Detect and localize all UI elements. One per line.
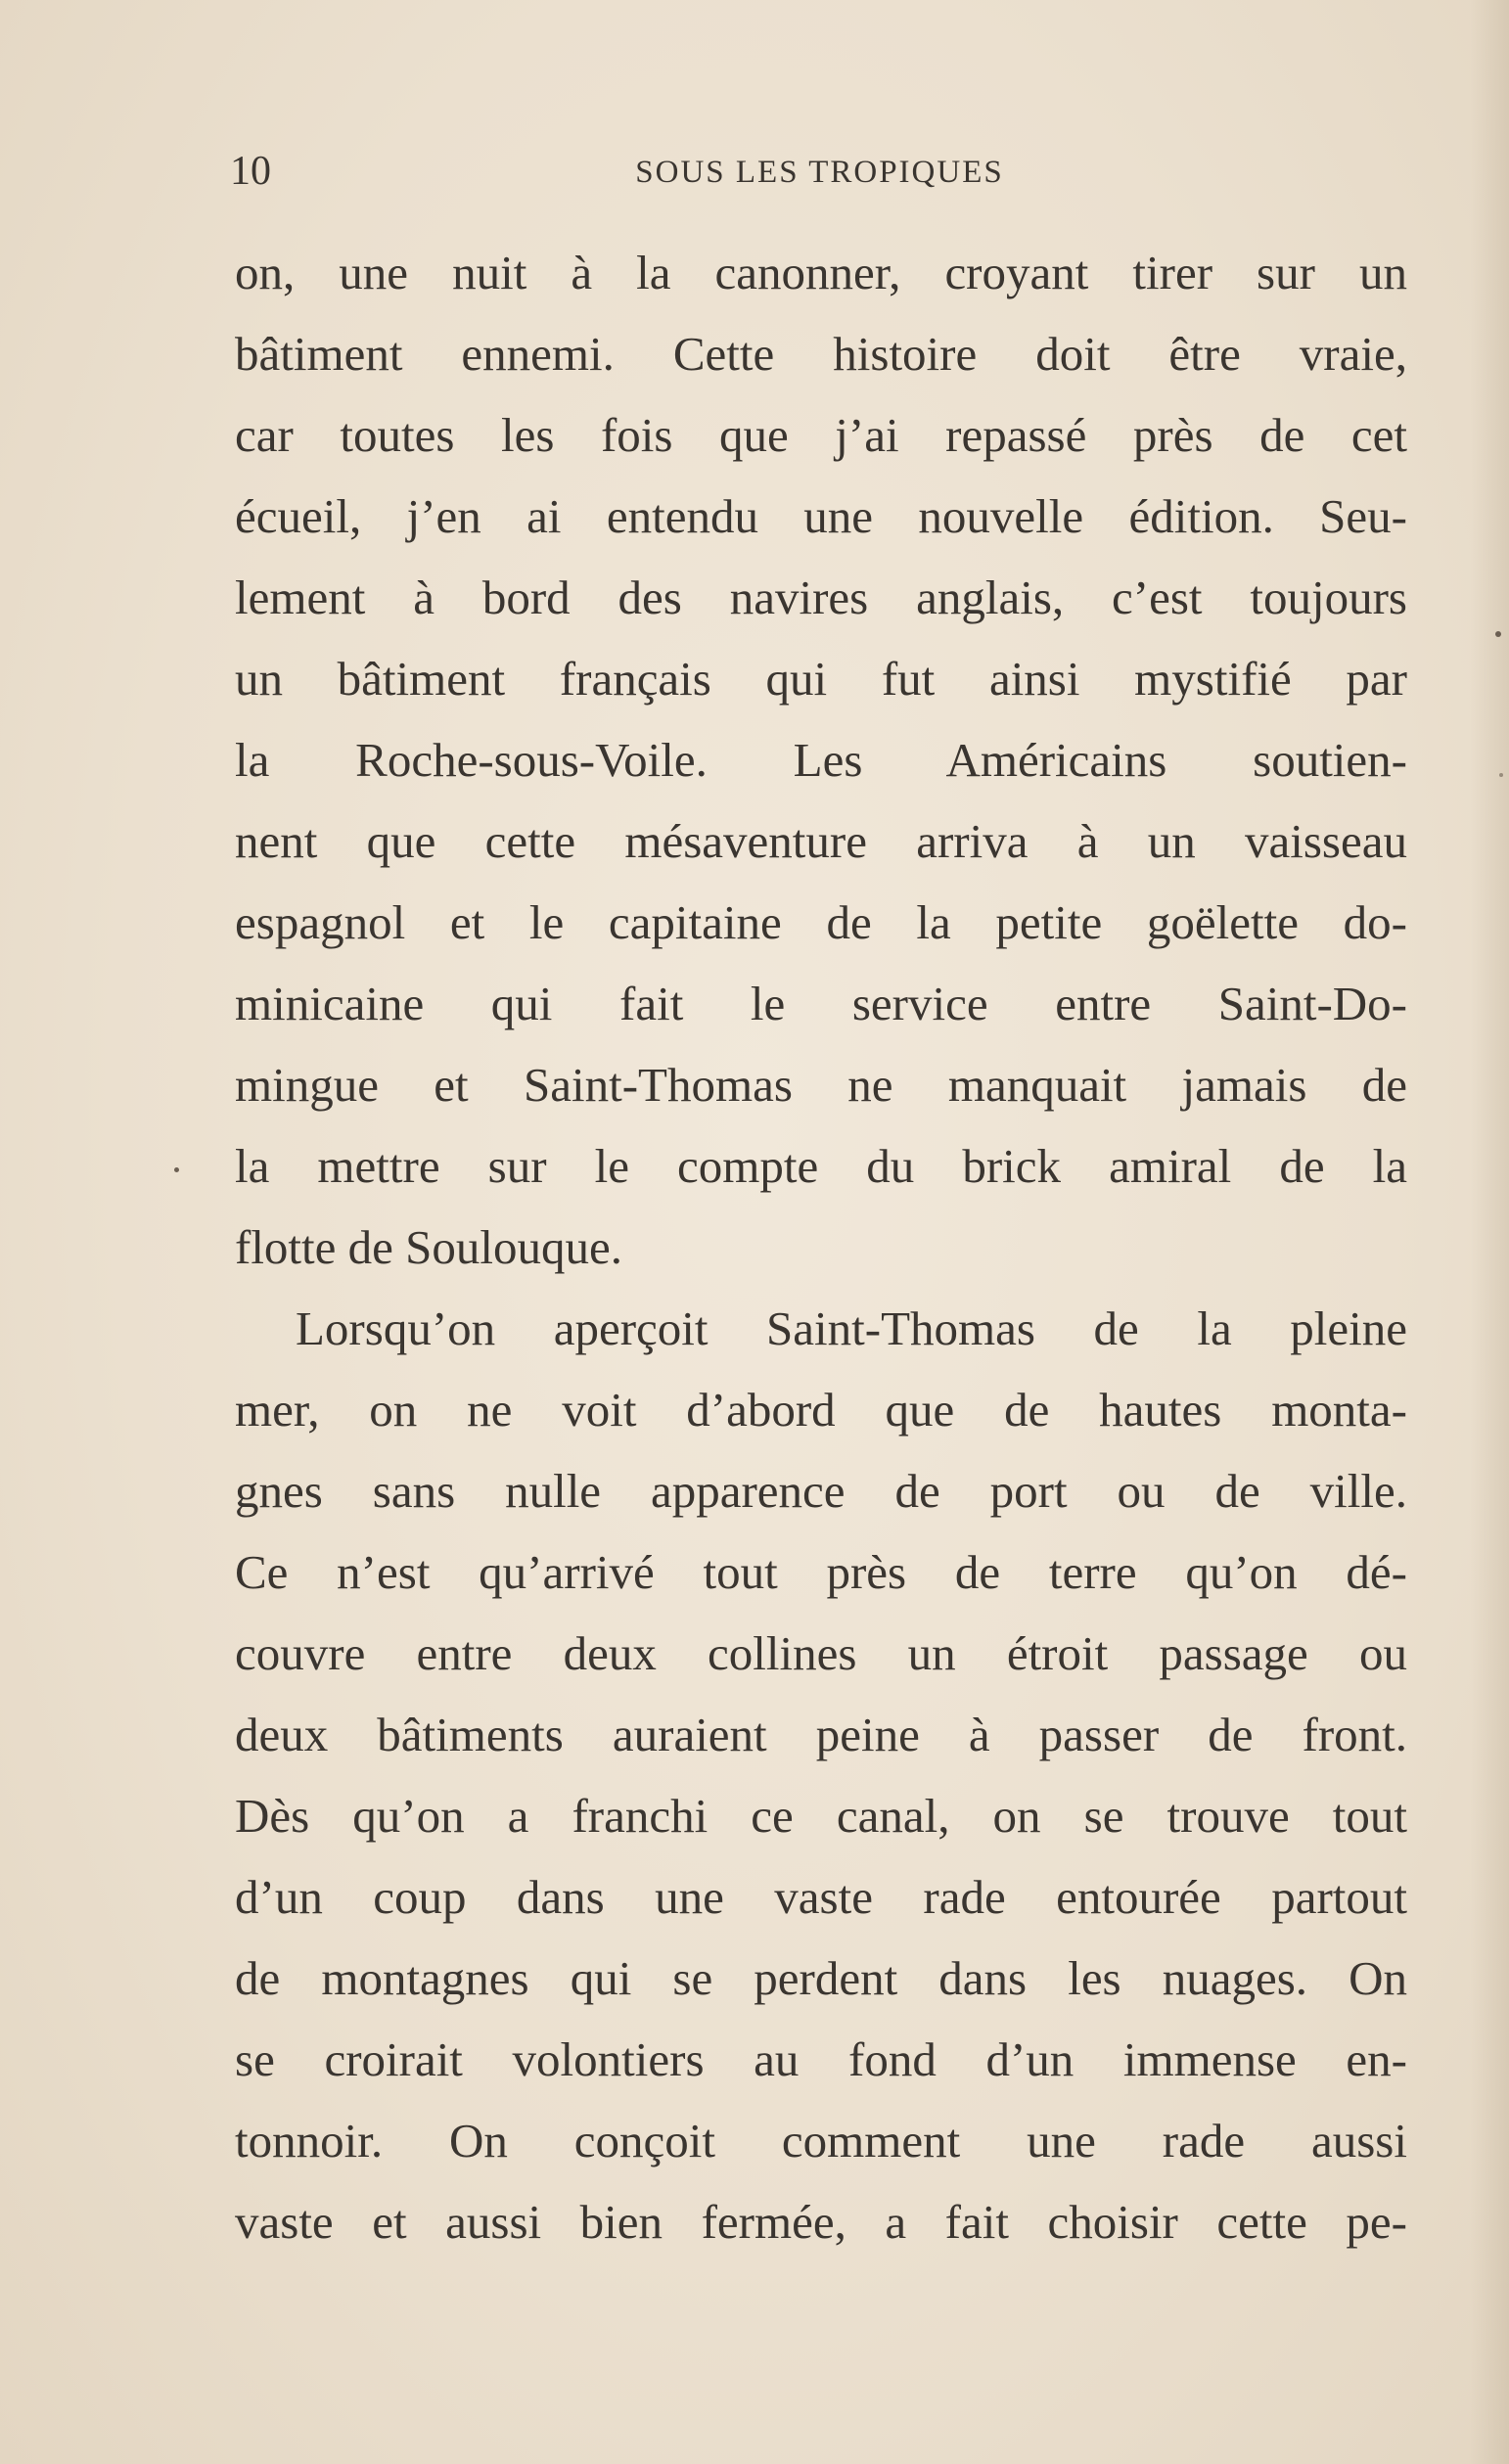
text-line: un bâtiment français qui fut ainsi mystifié par <box>235 652 1407 706</box>
page-header <box>230 147 1409 196</box>
text-line: on, une nuit à la canonner, croyant tirer sur un <box>235 246 1407 299</box>
running-title: SOUS LES TROPIQUES <box>635 155 1004 190</box>
paper-speck <box>174 1167 179 1172</box>
text-line: Ce n’est qu’arrivé tout près de terre qu’on dé- <box>235 1545 1407 1599</box>
paper-speck <box>1499 773 1503 777</box>
body-text <box>235 238 1407 2268</box>
text-line: mer, on ne voit d’abord que de hautes monta- <box>235 1383 1407 1437</box>
text-line: la mettre sur le compte du brick amiral de la <box>235 1139 1407 1193</box>
text-line: lement à bord des navires anglais, c’est toujours <box>235 570 1407 624</box>
text-line: se croirait volontiers au fond d’un immense en- <box>235 2032 1407 2086</box>
text-line: mingue et Saint-Thomas ne manquait jamais de <box>235 1058 1407 1112</box>
text-line: minicaine qui fait le service entre Saint-Do- <box>235 977 1407 1030</box>
text-line: de montagnes qui se perdent dans les nuages. On <box>235 1951 1407 2005</box>
text-line: vaste et aussi bien fermée, a fait choisir cette pe- <box>235 2195 1407 2249</box>
text-line: d’un coup dans une vaste rade entourée partout <box>235 1870 1407 1924</box>
text-line: couvre entre deux collines un étroit passage ou <box>235 1626 1407 1680</box>
text-line: car toutes les fois que j’ai repassé près de cet <box>235 408 1407 462</box>
text-line: nent que cette mésaventure arriva à un vaisseau <box>235 814 1407 868</box>
text-line: la Roche-sous-Voile. Les Américains soutien- <box>235 733 1407 787</box>
text-line: bâtiment ennemi. Cette histoire doit être vraie, <box>235 327 1407 381</box>
text-line: tonnoir. On conçoit comment une rade aussi <box>235 2114 1407 2167</box>
page-edge-shadow <box>1470 0 1509 2464</box>
text-line: espagnol et le capitaine de la petite goëlette do- <box>235 895 1407 949</box>
text-line: deux bâtiments auraient peine à passer de front. <box>235 1708 1407 1761</box>
text-line: gnes sans nulle apparence de port ou de ville. <box>235 1464 1407 1518</box>
paragraph-start-line: Lorsqu’on aperçoit Saint-Thomas de la pleine <box>296 1301 1407 1355</box>
page-number: 10 <box>230 149 271 194</box>
paper-speck <box>1495 631 1501 637</box>
text-line: Dès qu’on a franchi ce canal, on se trouve tout <box>235 1789 1407 1843</box>
text-line: écueil, j’en ai entendu une nouvelle édition. Seu- <box>235 489 1407 543</box>
paragraph-end-line: flotte de Soulouque. <box>235 1220 623 1274</box>
